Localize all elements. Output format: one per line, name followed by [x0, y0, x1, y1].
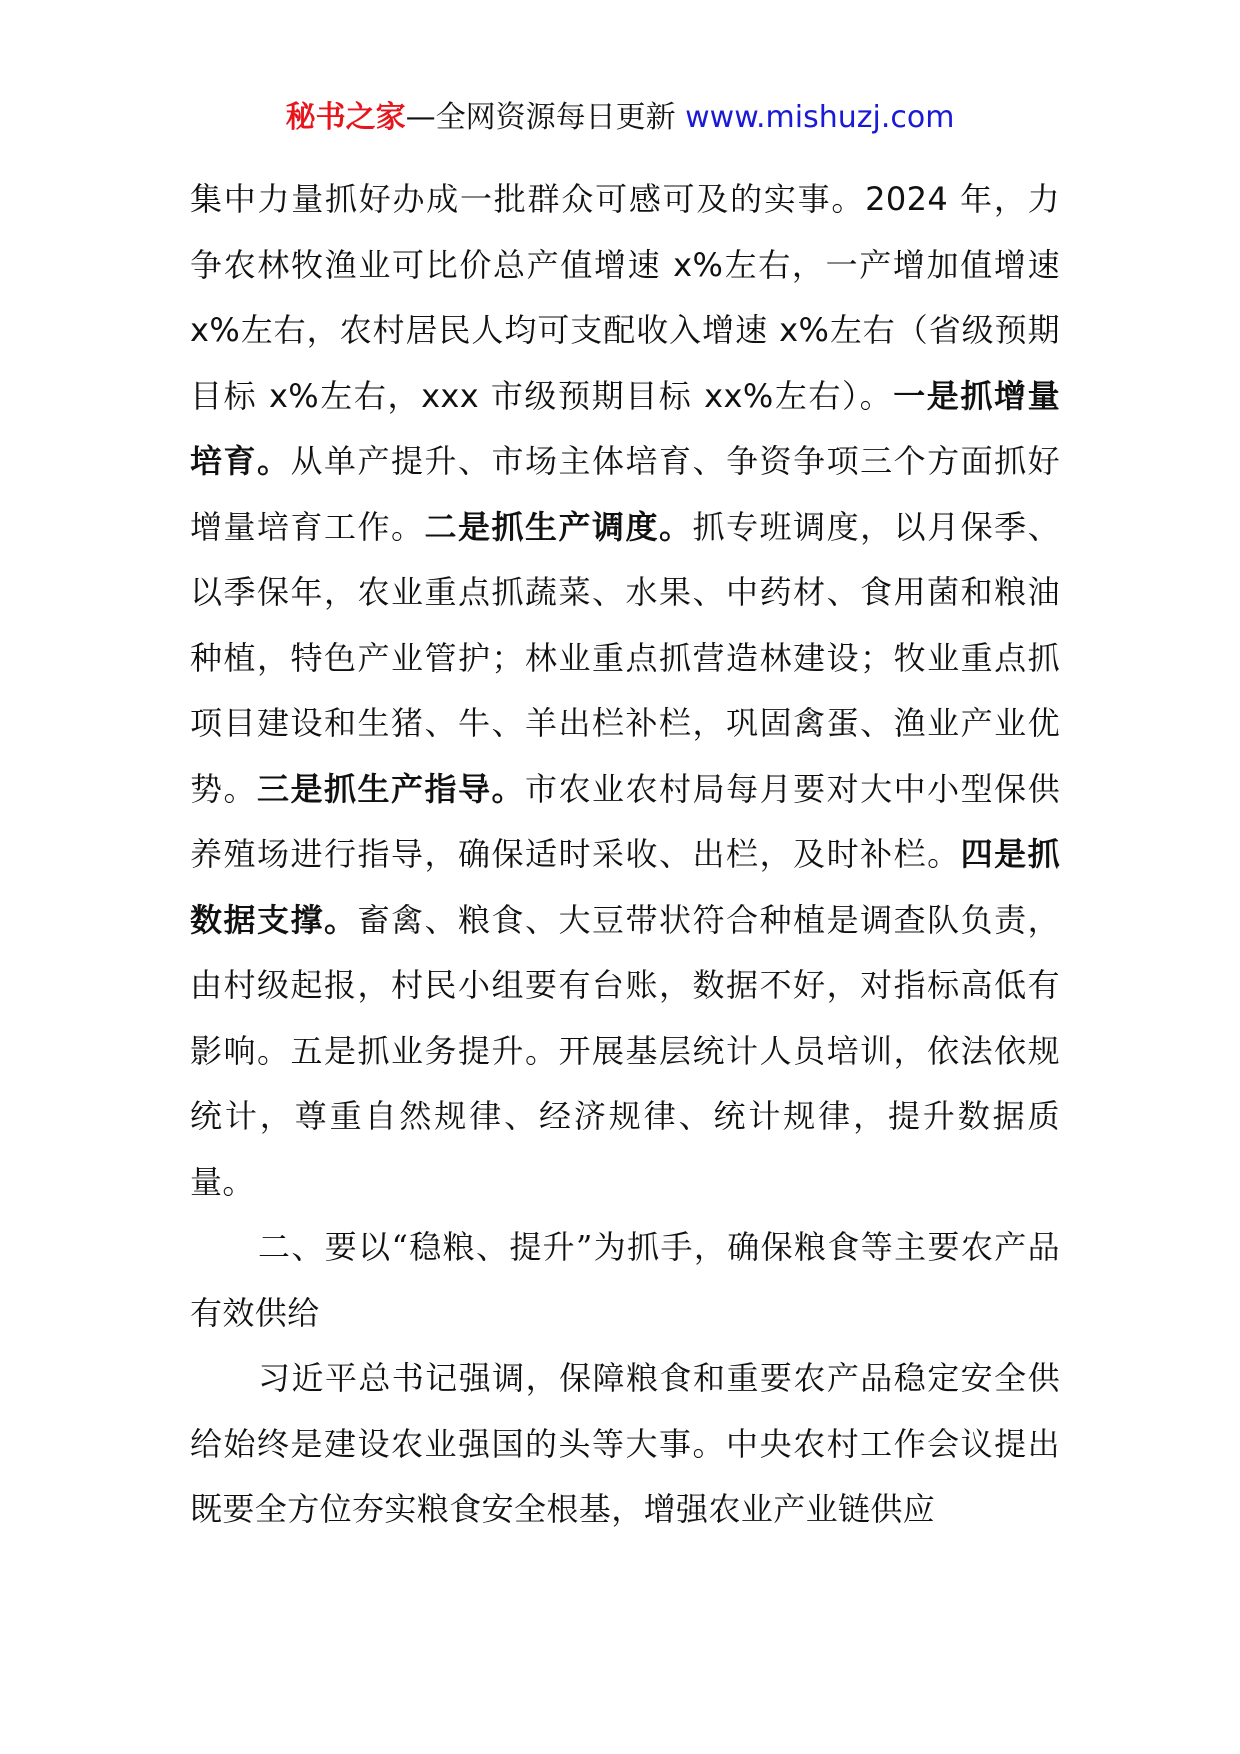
site-banner — [0, 98, 1240, 138]
paragraph-text: 市农业农村局每月要对大中小型保供养殖场进行指导，确保适时采收、出栏，及时补栏。 — [190, 769, 1060, 873]
paragraph-text: 集中力量抓好办成一批群众可感可及的实事。2024 年，力争农林牧渔业可比价总产值增速 x%左右，一产增加值增速 x%左右，农村居民人均可支配收入增速 x%左右（省级预期目标 x%左右，xxx 市级预期目标 xx%左右）。 — [190, 180, 1060, 415]
bold-point-2: 二是抓生产调度。 — [424, 507, 693, 546]
bold-point-1: 一是抓增量培育。 — [190, 376, 1060, 480]
banner-slogan: —全网资源每日更新 — [405, 100, 676, 135]
document-body — [190, 167, 1060, 1543]
paragraph-text: 抓专班调度，以月保季、以季保年，农业重点抓蔬菜、水果、中药材、食用菌和粮油种植，特色产业管护；林业重点抓营造林建设；牧业重点抓项目建设和生猪、牛、羊出栏补栏，巩固禽蛋、渔业产业优势。 — [190, 507, 1060, 808]
paragraph-grain-security: 习近平总书记强调，保障粮食和重要农产品稳定安全供给始终是建设农业强国的头等大事。中央农村工作会议提出既要全方位夯实粮食安全根基，增强农业产业链供应 — [190, 1359, 1060, 1528]
section-heading-2: 二、要以“稳粮、提升”为抓手，确保粮食等主要农产品有效供给 — [190, 1228, 1060, 1332]
paragraph-targets — [190, 167, 1060, 1215]
paragraph-text: 畜禽、粮食、大豆带状符合种植是调查队负责，由村级起报，村民小组要有台账，数据不好，对指标高低有影响。五是抓业务提升。开展基层统计人员培训，依法依规统计，尊重自然规律、经济规律、统计规律，提升数据质量。 — [190, 900, 1060, 1201]
brand-name: 秘书之家 — [285, 100, 406, 135]
bold-point-4: 四是抓数据支撑。 — [190, 835, 1061, 939]
site-url-link[interactable]: www.mishuzj.com — [685, 100, 955, 135]
bold-point-3: 三是抓生产指导。 — [257, 769, 526, 808]
paragraph-text: 从单产提升、市场主体培育、争资争项三个方面抓好增量培育工作。 — [190, 442, 1060, 546]
